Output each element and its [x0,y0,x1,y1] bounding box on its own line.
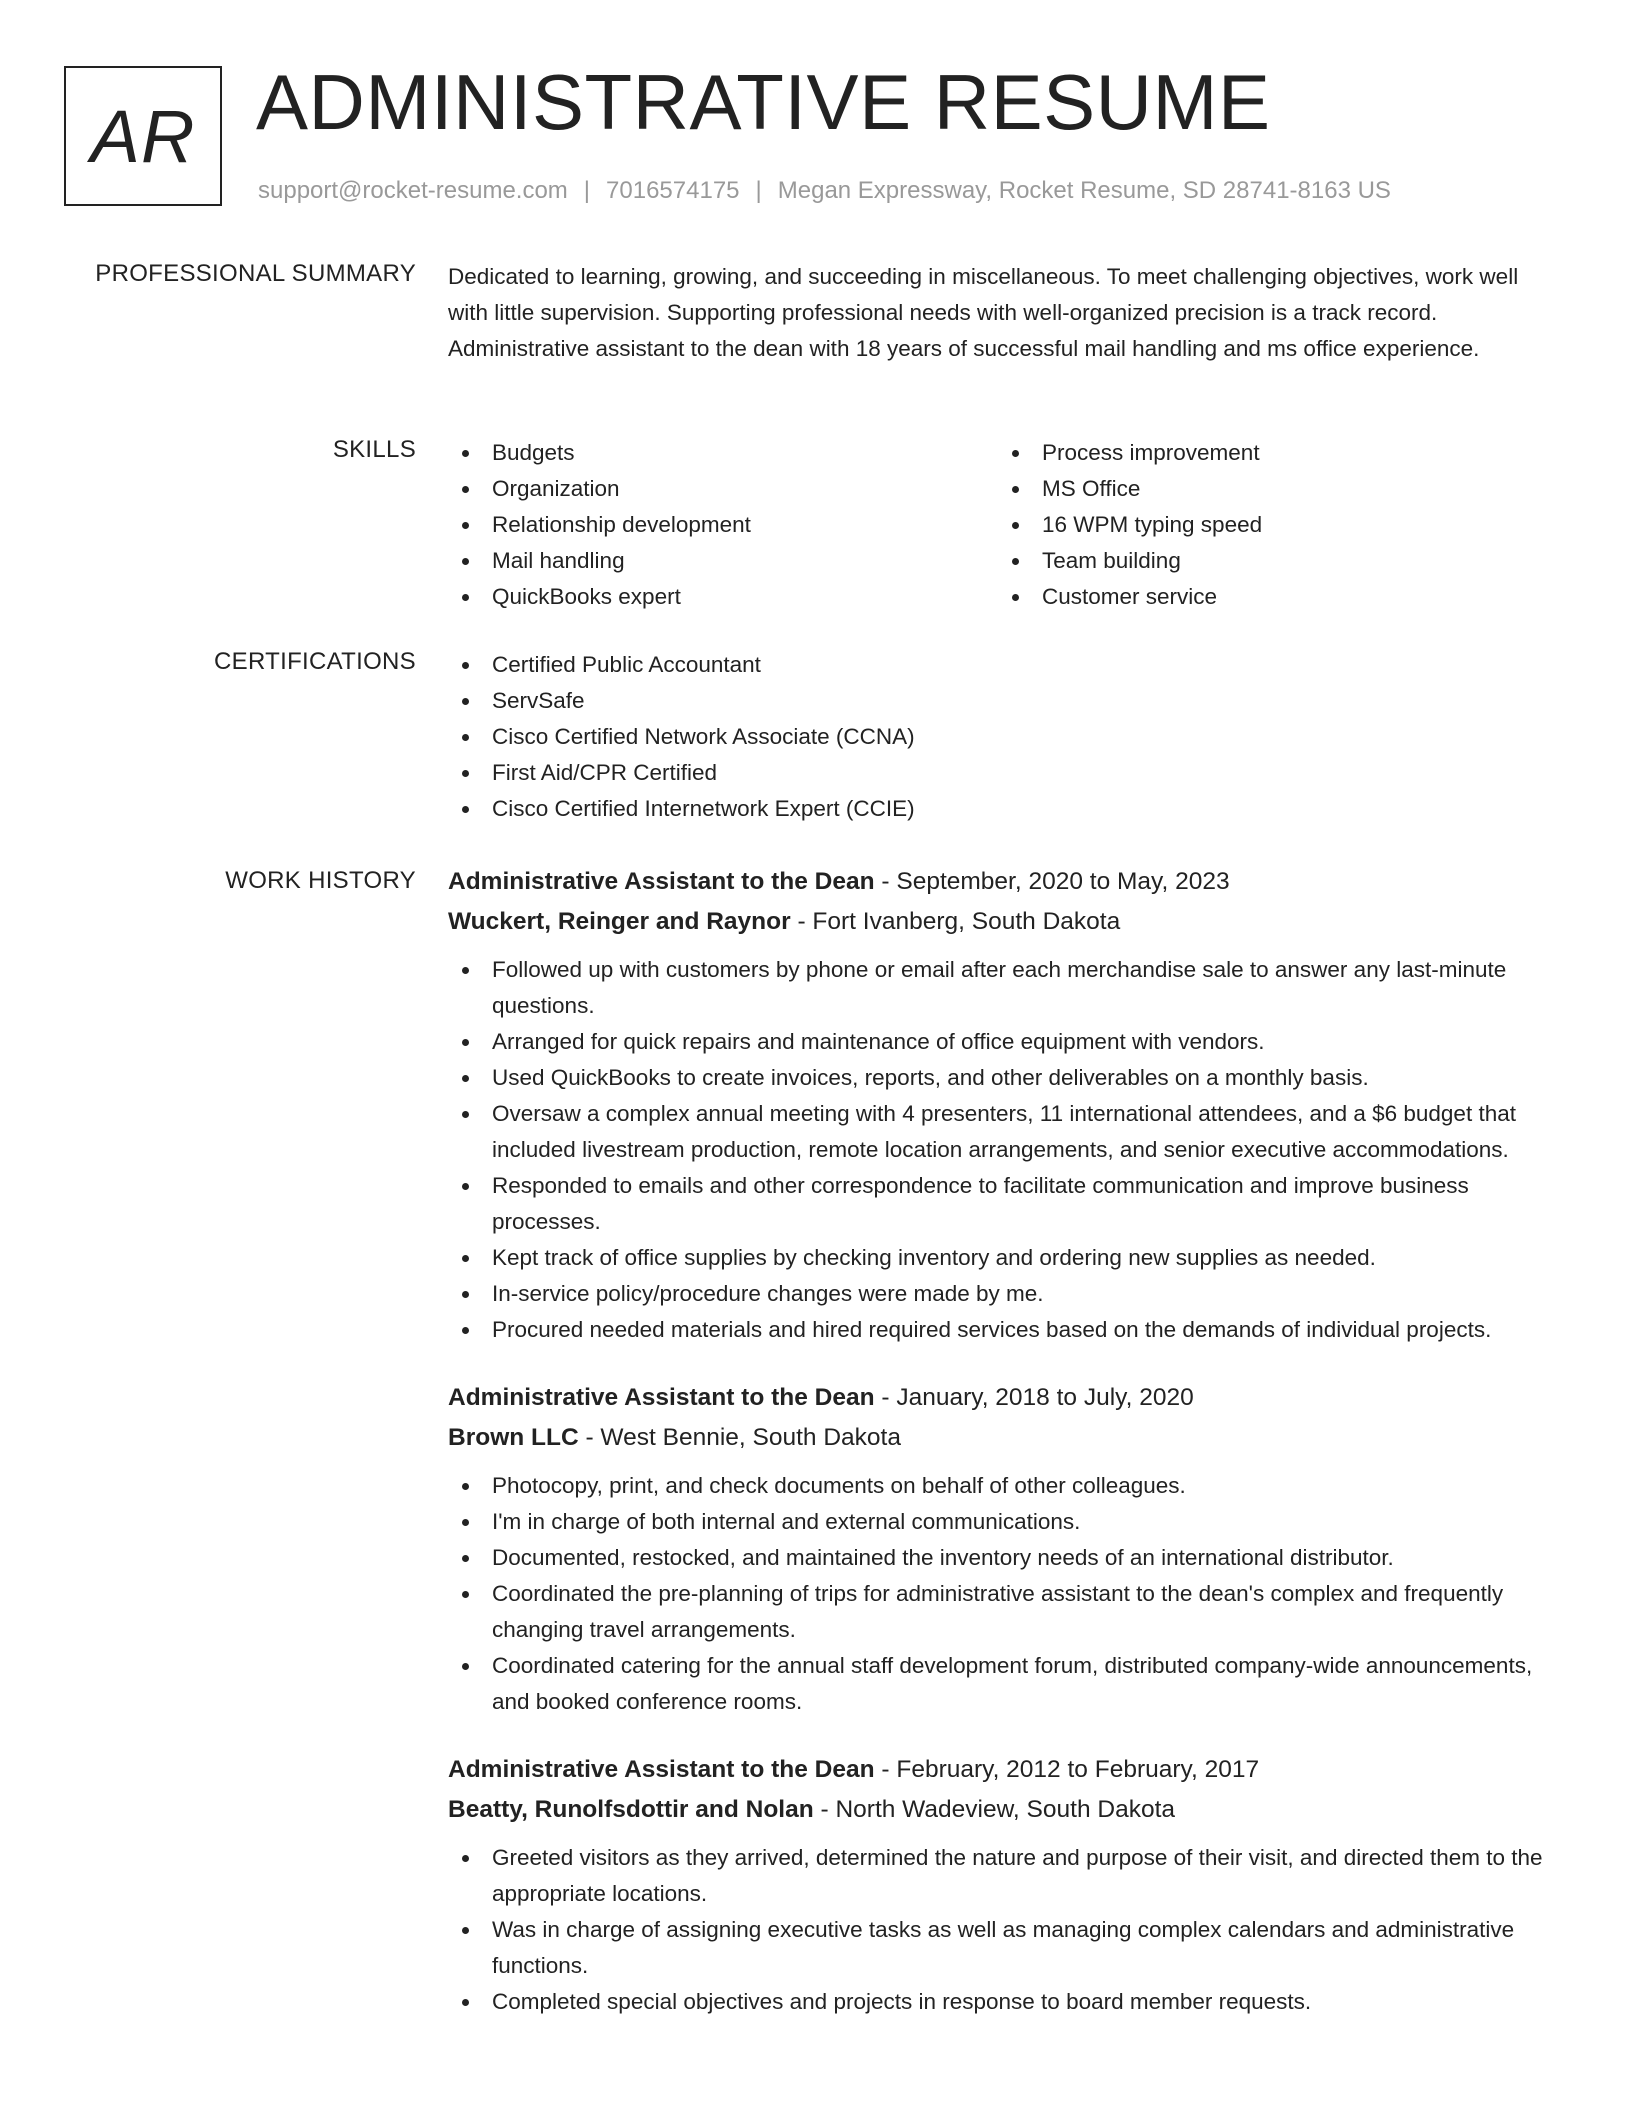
certification-item: ServSafe [448,683,1548,719]
job-bullet: I'm in charge of both internal and external communications. [448,1504,1548,1540]
job-bullets [448,1468,1548,1720]
job-bullet: In-service policy/procedure changes were made by me. [448,1276,1548,1312]
skill-item: Organization [448,471,998,507]
summary-body [448,259,1548,367]
job-title: Administrative Assistant to the Dean [448,1756,875,1783]
job-entry [448,862,1548,1348]
contact-phone: 7016574175 [606,177,740,204]
skill-item: Mail handling [448,543,998,579]
skill-item: QuickBooks expert [448,579,998,615]
certification-item: Cisco Certified Network Associate (CCNA) [448,719,1548,755]
job-bullet: Completed special objectives and projects in response to board member requests. [448,1984,1548,2020]
skill-item: Team building [998,543,1548,579]
job-title: Administrative Assistant to the Dean [448,868,875,895]
skill-item: 16 WPM typing speed [998,507,1548,543]
contact-address: Megan Expressway, Rocket Resume, SD 28741-8163 US [777,177,1391,204]
job-bullet: Used QuickBooks to create invoices, reports, and other deliverables on a monthly basis. [448,1060,1548,1096]
job-title-line [448,862,1548,902]
job-bullet: Documented, restocked, and maintained the inventory needs of an international distributor. [448,1540,1548,1576]
job-dates: - January, 2018 to July, 2020 [874,1384,1194,1411]
job-company: Brown LLC [448,1424,579,1451]
job-location: - North Wadeview, South Dakota [813,1796,1176,1823]
job-bullet: Responded to emails and other correspondence to facilitate communication and improve business processes. [448,1168,1548,1240]
certifications-label: CERTIFICATIONS [214,648,416,675]
summary-text: Dedicated to learning, growing, and succeeding in miscellaneous. To meet challenging objectives, work well with little supervision. Supporting professional needs with well-organized precision is a track record. Administrative assistant to the dean with 18 years of successful mail handling and ms office experience. [448,264,1519,361]
job-location: - West Bennie, South Dakota [578,1424,901,1451]
certification-item: First Aid/CPR Certified [448,755,1548,791]
contact-line [258,176,1391,206]
job-title: Administrative Assistant to the Dean [448,1384,875,1411]
certification-item: Certified Public Accountant [448,647,1548,683]
work-history-label: WORK HISTORY [225,867,416,894]
certification-item: Cisco Certified Internetwork Expert (CCIE) [448,791,1548,827]
job-bullet: Coordinated the pre-planning of trips for administrative assistant to the dean's complex and frequently changing travel arrangements. [448,1576,1548,1648]
job-bullet: Procured needed materials and hired required services based on the demands of individual projects. [448,1312,1548,1348]
job-bullet: Photocopy, print, and check documents on behalf of other colleagues. [448,1468,1548,1504]
job-title-line [448,1750,1548,1790]
job-bullets [448,952,1548,1348]
job-company-line [448,1790,1548,1830]
job-company: Beatty, Runolfsdottir and Nolan [448,1796,814,1823]
skill-item: Budgets [448,435,998,471]
contact-separator: | [755,177,762,204]
skill-item: Relationship development [448,507,998,543]
work-history-body [448,862,1548,2050]
skill-item: Customer service [998,579,1548,615]
job-company-line [448,1418,1548,1458]
job-entry [448,1378,1548,1720]
skill-item: Process improvement [998,435,1548,471]
job-bullet: Arranged for quick repairs and maintenance of office equipment with vendors. [448,1024,1548,1060]
job-bullet: Greeted visitors as they arrived, determined the nature and purpose of their visit, and directed them to the appropriate locations. [448,1840,1548,1912]
job-title-line [448,1378,1548,1418]
resume-title: ADMINISTRATIVE RESUME [256,58,1271,146]
contact-email: support@rocket-resume.com [258,177,568,204]
job-bullet: Followed up with customers by phone or email after each merchandise sale to answer any last-minute questions. [448,952,1548,1024]
monogram-initials: AR [90,94,196,178]
job-bullet: Was in charge of assigning executive tasks as well as managing complex calendars and administrative functions. [448,1912,1548,1984]
job-company: Wuckert, Reinger and Raynor [448,908,791,935]
skill-item: MS Office [998,471,1548,507]
summary-label: PROFESSIONAL SUMMARY [95,260,416,287]
certifications-list [448,647,1548,827]
job-bullet: Kept track of office supplies by checking inventory and ordering new supplies as needed. [448,1240,1548,1276]
skills-list-left [448,435,998,615]
contact-separator: | [583,177,591,204]
certifications-body [448,647,1548,827]
job-dates: - February, 2012 to February, 2017 [874,1756,1260,1783]
job-bullets [448,1840,1548,2020]
monogram-box [64,66,222,206]
skills-body [448,435,1548,615]
job-entry [448,1750,1548,2020]
job-location: - Fort Ivanberg, South Dakota [790,908,1121,935]
job-bullet: Coordinated catering for the annual staff development forum, distributed company-wide announcements, and booked conference rooms. [448,1648,1548,1720]
skills-label: SKILLS [332,436,416,463]
job-bullet: Oversaw a complex annual meeting with 4 presenters, 11 international attendees, and a $6 budget that included livestream production, remote location arrangements, and senior executive accommodations. [448,1096,1548,1168]
job-company-line [448,902,1548,942]
job-dates: - September, 2020 to May, 2023 [874,868,1230,895]
skills-list-right [998,435,1548,615]
